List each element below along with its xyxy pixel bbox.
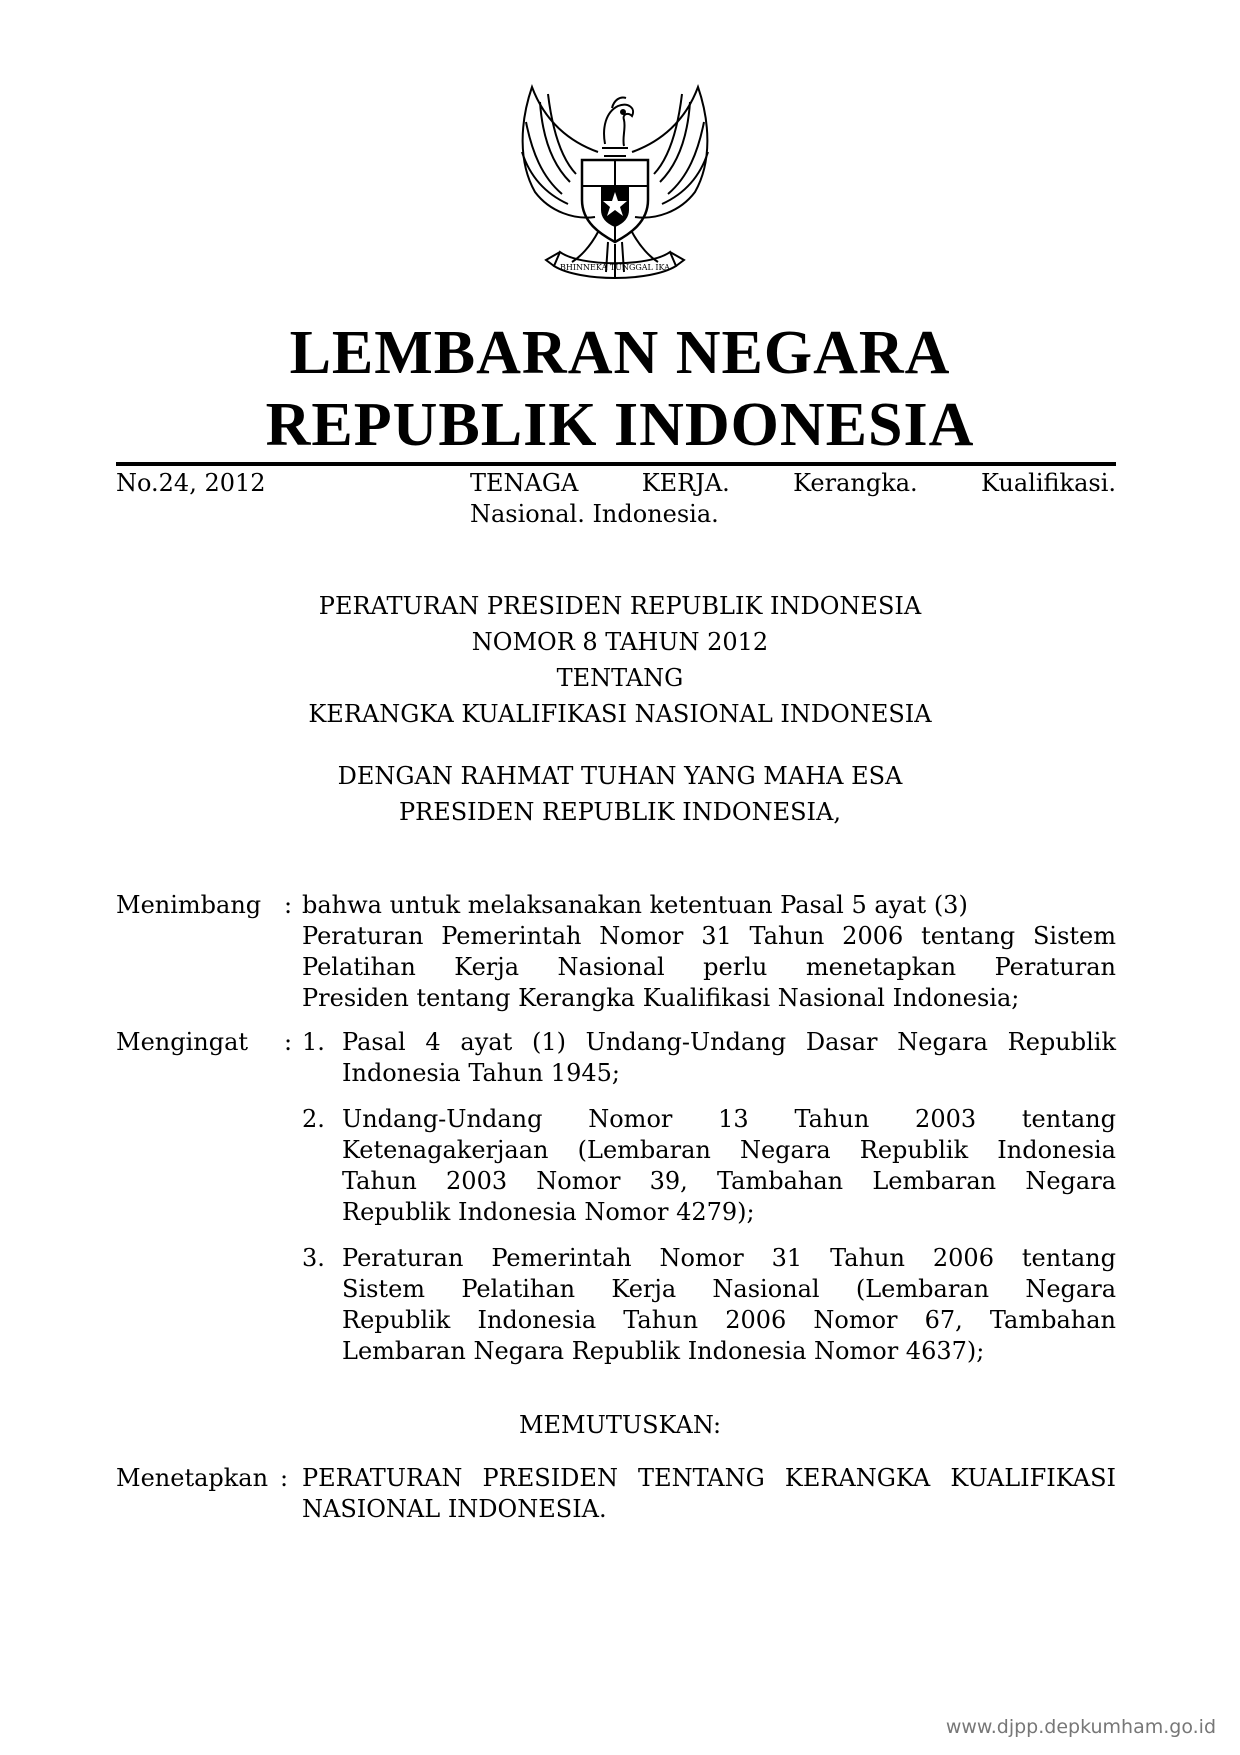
text-line: Peraturan Pemerintah Nomor 31 Tahun 2006 tentang Sistem	[302, 922, 1116, 950]
text-line: Peraturan Pemerintah Nomor 31 Tahun 2006 tentang	[342, 1244, 1116, 1272]
text-line: Undang-Undang Nomor 13 Tahun 2003 tentang	[342, 1105, 1116, 1133]
text-line: bahwa untuk melaksanakan ketentuan Pasal 5 ayat (3)	[302, 891, 968, 919]
regulation-type: PERATURAN PRESIDEN REPUBLIK INDONESIA	[318, 592, 922, 620]
subject-line-2: Nasional. Indonesia.	[470, 500, 719, 528]
source-url: www.djpp.depkumham.go.id	[945, 1716, 1216, 1738]
garuda-pancasila-emblem	[510, 82, 720, 297]
regulation-topic: KERANGKA KUALIFIKASI NASIONAL INDONESIA	[308, 700, 932, 728]
emblem-motto-text: BHINNEKA TUNGGAL IKA	[560, 263, 670, 272]
text-line: Ketenagakerjaan (Lembaran Negara Republik Indonesia	[342, 1136, 1116, 1164]
text-line: NASIONAL INDONESIA.	[302, 1495, 607, 1523]
text-line: Pelatihan Kerja Nasional perlu menetapkan Peraturan	[302, 953, 1116, 981]
memutuskan-heading: MEMUTUSKAN:	[518, 1411, 722, 1439]
text-line: Republik Indonesia Nomor 4279);	[342, 1198, 755, 1226]
colon: :	[284, 1028, 293, 1056]
item-number: 1.	[302, 1028, 325, 1056]
subject-word: Kualifikasi.	[981, 469, 1116, 497]
preamble-heading	[0, 758, 1240, 830]
regulation-heading	[0, 588, 1240, 732]
menetapkan-text	[302, 1463, 1116, 1525]
text-line: Sistem Pelatihan Kerja Nasional (Lembaran Negara	[342, 1275, 1116, 1303]
text-line: PERATURAN PRESIDEN TENTANG KERANGKA KUALIFIKASI	[302, 1464, 1116, 1492]
colon: :	[280, 1464, 289, 1492]
mengingat-label: Mengingat	[116, 1028, 249, 1056]
text-line: Lembaran Negara Republik Indonesia Nomor 4637);	[342, 1337, 985, 1365]
gazette-subtitle: REPUBLIK INDONESIA	[265, 391, 975, 459]
gazette-title: LEMBARAN NEGARA	[289, 319, 951, 387]
gazette-number: No.24, 2012	[116, 469, 266, 497]
menimbang-label: Menimbang	[116, 891, 262, 919]
subject-keywords	[470, 468, 1116, 530]
menimbang-text	[302, 890, 1116, 1014]
text-line: Indonesia Tahun 1945;	[342, 1059, 620, 1087]
subject-word: Kerangka.	[793, 469, 918, 497]
header-rule	[116, 462, 1116, 466]
text-line: Presiden tentang Kerangka Kualifikasi Nasional Indonesia;	[302, 984, 1020, 1012]
item-number: 2.	[302, 1105, 325, 1133]
regulation-number: NOMOR 8 TAHUN 2012	[471, 628, 769, 656]
menetapkan-label: Menetapkan	[116, 1464, 269, 1492]
regulation-about: TENTANG	[556, 664, 684, 692]
text-line: Republik Indonesia Tahun 2006 Nomor 67, Tambahan	[342, 1306, 1116, 1334]
preamble-line: PRESIDEN REPUBLIK INDONESIA,	[398, 798, 841, 826]
text-line: Tahun 2003 Nomor 39, Tambahan Lembaran Negara	[342, 1167, 1116, 1195]
item-number: 3.	[302, 1244, 325, 1272]
text-line: Pasal 4 ayat (1) Undang-Undang Dasar Negara Republik	[342, 1028, 1116, 1056]
subject-word: KERJA.	[641, 469, 730, 497]
colon: :	[284, 891, 293, 919]
subject-word: TENAGA	[470, 469, 579, 497]
preamble-line: DENGAN RAHMAT TUHAN YANG MAHA ESA	[337, 762, 903, 790]
